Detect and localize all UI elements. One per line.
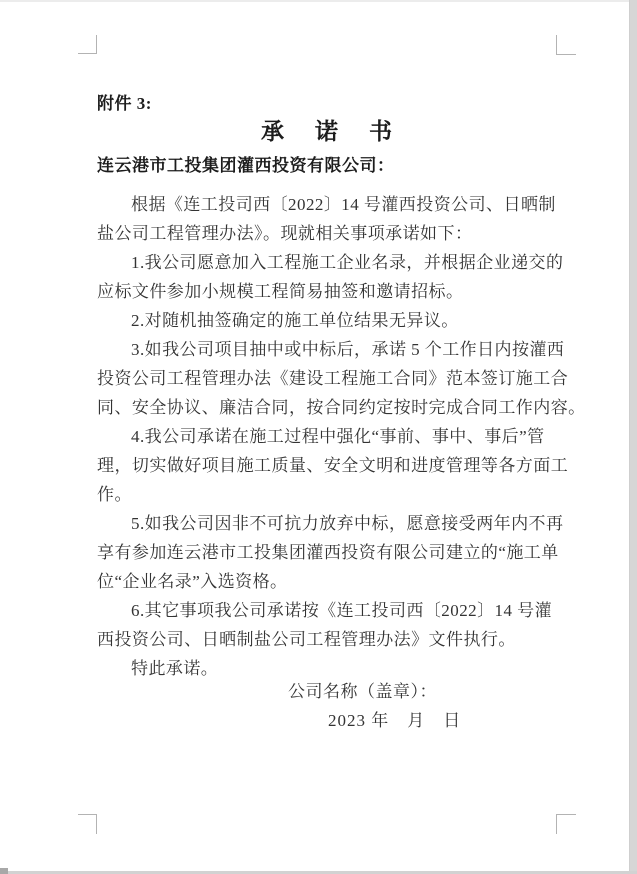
attachment-label: 附件 3: xyxy=(97,94,152,113)
date-line: 2023 年 月 日 xyxy=(328,711,462,730)
signature-block xyxy=(288,684,461,729)
body-line: 同、安全协议、廉洁合同，按合同约定按时完成合同工作内容。 xyxy=(97,398,586,417)
body-line: 1.我公司愿意加入工程施工企业名录，并根据企业递交的 xyxy=(131,253,564,272)
document-title: 承 诺 书 xyxy=(260,119,405,144)
body-line: 应标文件参加小规模工程简易抽签和邀请招标。 xyxy=(97,282,464,301)
body-text xyxy=(97,190,586,683)
body-line: 特此承诺。 xyxy=(131,659,219,678)
body-line: 6.其它事项我公司承诺按《连工投司西〔2022〕14 号灌 xyxy=(131,601,553,620)
page-edge-right xyxy=(629,0,637,874)
body-line: 投资公司工程管理办法《建设工程施工合同》范本签订施工合 xyxy=(97,369,569,388)
body-line: 2.对随机抽签确定的施工单位结果无异议。 xyxy=(131,311,459,330)
body-line: 4.我公司承诺在施工过程中强化“事前、事中、事后”管 xyxy=(131,427,545,446)
page-edge-bottom-left-corner xyxy=(0,868,8,874)
crop-mark-bottom-left xyxy=(78,814,97,834)
crop-mark-top-left xyxy=(78,35,97,54)
body-line: 西投资公司、日晒制盐公司工程管理办法》文件执行。 xyxy=(97,630,516,649)
body-line: 3.如我公司项目抽中或中标后，承诺 5 个工作日内按灌西 xyxy=(131,340,565,359)
company-seal-label: 公司名称（盖章）： xyxy=(288,682,437,701)
crop-mark-bottom-right xyxy=(556,814,576,834)
document-content xyxy=(97,0,586,874)
crop-mark-top-right xyxy=(556,35,576,55)
body-line: 根据《连工投司西〔2022〕14 号灌西投资公司、日晒制 xyxy=(131,195,556,214)
body-line: 作。 xyxy=(97,485,132,504)
body-line: 享有参加连云港市工投集团灌西投资有限公司建立的“施工单 xyxy=(97,543,559,562)
salutation-line: 连云港市工投集团灌西投资有限公司： xyxy=(97,156,395,175)
body-line: 5.如我公司因非不可抗力放弃中标，愿意接受两年内不再 xyxy=(131,514,564,533)
body-line: 位“企业名录”入选资格。 xyxy=(97,572,288,591)
body-line: 理，切实做好项目施工质量、安全文明和进度管理等各方面工 xyxy=(97,456,569,475)
body-line: 盐公司工程管理办法》。现就相关事项承诺如下： xyxy=(97,224,473,243)
